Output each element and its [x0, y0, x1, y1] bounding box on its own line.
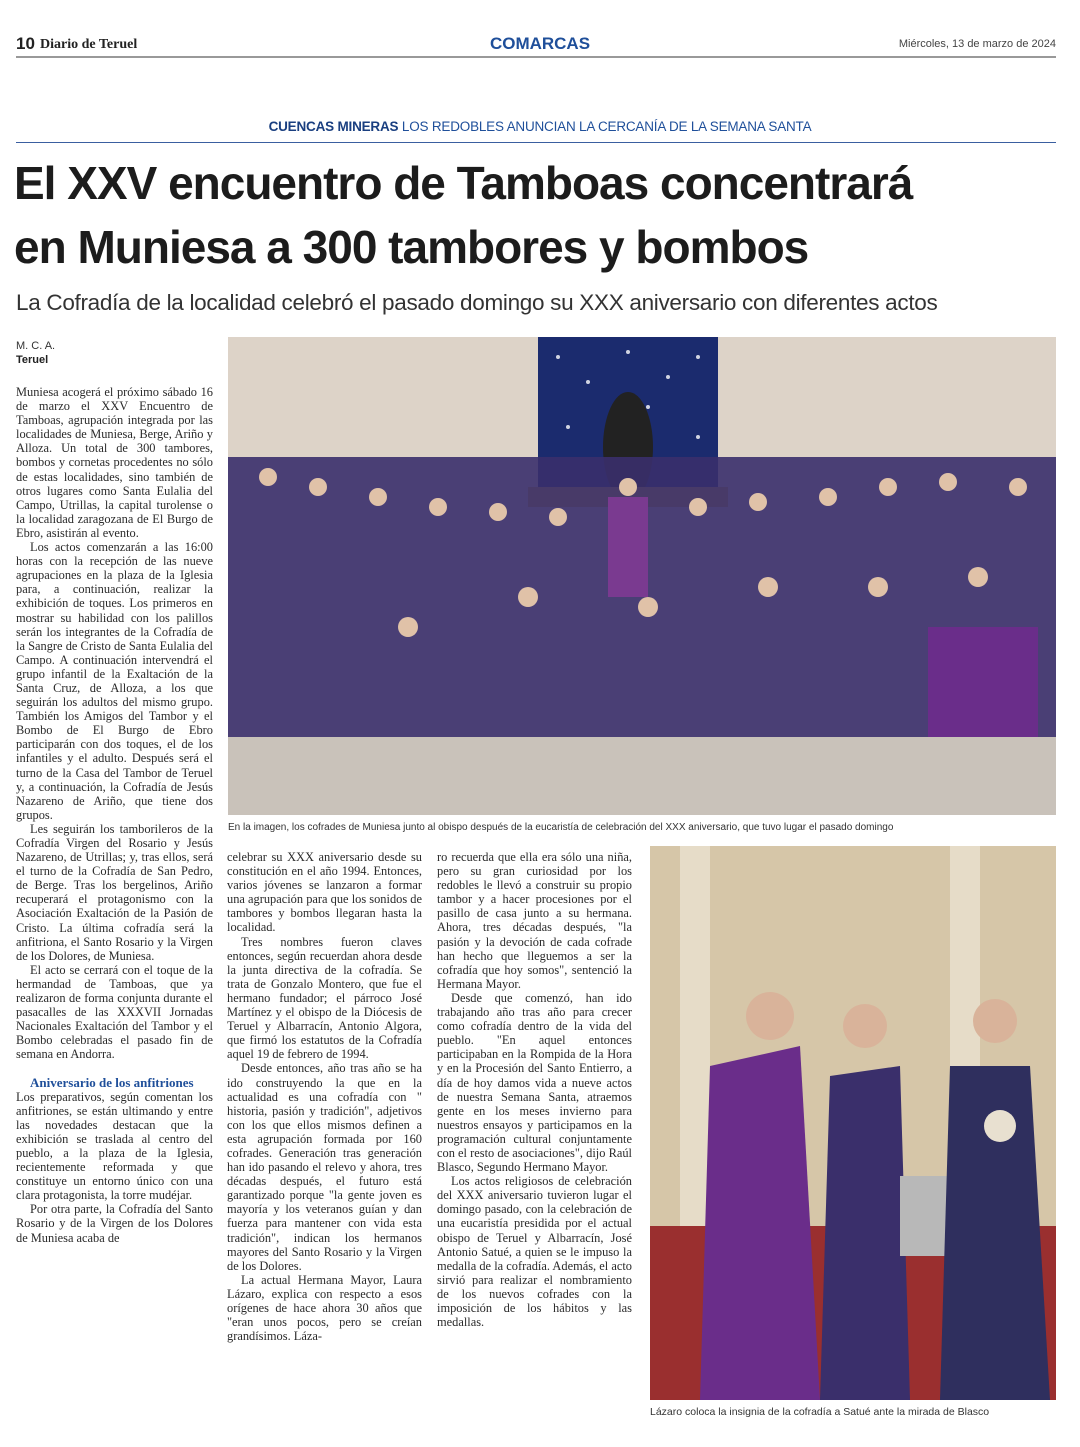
- kicker-topic: CUENCAS MINERAS: [268, 119, 399, 134]
- byline-place: Teruel: [16, 354, 49, 366]
- kicker: [0, 119, 1080, 134]
- paragraph: Les seguirán los tamborileros de la Cofradía Virgen del Rosario y Jesús Nazareno, de Utrillas; y, tras ellos, será el turno de la Cofradía de San Pedro, de Berge. Tras los bergelinos, Ariño recuperará el protagonismo con la Asociación Exaltación de la Pasión de Cristo. La última cofradía será la anfitriona, el Santo Rosario y la Virgen de los Dolores, de Muniesa.: [16, 821, 213, 963]
- section-title: COMARCAS: [489, 34, 591, 53]
- page-number: 10: [16, 34, 35, 53]
- paragraph: Los preparativos, según comentan los anfitriones, se están ultimando y entre las novedades destacan que la exhibición se traslada al centro del pueblo, a la plaza de la Iglesia, recientemente reformada y que constituye un entorno único con una clara protagonista, la torre mudéjar.: [16, 1089, 213, 1203]
- paragraph: Los actos comenzarán a las 16:00 horas con la recepción de las nueve agrupaciones en la plaza de la Iglesia para, a continuación, realizar la exhibición de toques. Los primeros en mostrar su habilidad con los palillos serán los integrantes de la Cofradía de la Sangre de Cristo de Santa Eulalia del Campo. A continuación intervendrá el grupo infantil de la Exaltación de la Santa Cruz, de Alloza, a los que seguirán los adultos del mismo grupo. También los Amigos del Tambor y el Bombo de El Burgo de Ebro participarán con dos toques, el de los infantiles y el adulto. Después será el turno de la Casa del Tambor de Teruel y, a continuación, la Cofradía de Jesús Nazareno de Ariño, que tiene dos grupos.: [16, 540, 213, 822]
- paragraph: ro recuerda que ella era sólo una niña, pero su gran curiosidad por los redobles le llevó a construir su propio tambor y a hacer procesiones por el pasillo de casa junto a su hermana. Ahora, tres décadas después, "la pasión y la devoción de cada cofrade han hecho que lleguemos a ser la cofradía que hoy somos", sentenció la Hermana Mayor.: [437, 850, 632, 991]
- ceremony-photo-caption: Lázaro coloca la insignia de la cofradía a Satué ante la mirada de Blasco: [650, 1406, 990, 1418]
- ceremony-photo-illustration: [650, 846, 1056, 1400]
- paragraph: celebrar su XXX aniversario desde su constitución en el año 1994. Entonces, varios jóvenes se lanzaron a formar una agrupación para que los sonidos de tambores y bombos llegaran hasta la localidad.: [227, 850, 422, 935]
- paragraph: Desde que comenzó, han ido trabajando año tras año para crecer como cofradía dentro de la vida del pueblo. "En aquel entonces participaban en la Rompida de la Hora y en la Procesión del Santo Entierro, a día de hoy damos vida a nueve actos de nuestra Semana Santa, atraemos gente en los meses invierno para nuestros ensayos y participamos en la programación cultural conjuntamente con el resto de asociaciones", dijo Raúl Blasco, Segundo Hermano Mayor.: [437, 990, 632, 1175]
- section-subheading: Aniversario de los anfitriones: [30, 1074, 194, 1090]
- header-divider: [16, 56, 1056, 58]
- paragraph: Los actos religiosos de celebración del XXX aniversario tuvieron lugar el domingo pasado, con la celebración de una eucaristía presidida por el actual obispo de Teruel y Albarracín, José Antonio Satué, a quien se le impuso la medalla de la cofradía. Además, el acto sirvió para realizar el nombramiento de los nuevos cofrades con la imposición de los hábitos y las medallas.: [437, 1174, 632, 1330]
- byline-author: M. C. A.: [16, 340, 56, 352]
- main-group-photo: [228, 337, 1056, 815]
- medal-ceremony-photo: [650, 846, 1056, 1400]
- group-photo-illustration: [228, 337, 1056, 815]
- headline-line-1: El XXV encuentro de Tamboas concentrará: [14, 157, 913, 209]
- paragraph: Por otra parte, la Cofradía del Santo Rosario y de la Virgen de los Dolores de Muniesa acaba de: [16, 1202, 213, 1245]
- subheadline: La Cofradía de la localidad celebró el pasado domingo su XXX aniversario con diferentes actos: [16, 290, 938, 315]
- article-column-1: [16, 385, 213, 1245]
- paragraph: La actual Hermana Mayor, Laura Lázaro, explica con respecto a esos orígenes de hace ahora 30 años que "eran unos pocos, pero se creían grandísimos. Láza-: [227, 1272, 422, 1344]
- paragraph: Desde entonces, año tras año se ha ido construyendo la que en la actualidad es una cofradía con " historia, pasión y tradición", adjetivos con los que ellos mismos definen a esta agrupación formada por 160 cofrades. Generación tras generación han ido pasando el relevo y ahora, tres décadas después, el futuro está garantizado porque "la gente joven es mayoría y los veteranos guían y dan fuerza para mantener con vida esta tradición", indican los hermanos mayores del Santo Rosario y la Virgen de los Dolores.: [227, 1061, 422, 1273]
- article-column-3: [437, 850, 632, 1329]
- main-photo-caption: En la imagen, los cofrades de Muniesa junto al obispo después de la eucaristía de celebración del XXX aniversario, que tuvo lugar el pasado domingo: [228, 822, 894, 833]
- paragraph: El acto se cerrará con el toque de la hermandad de Tamboas, que ya realizaron de forma conjunta durante el pasacalles de las XXXVII Jornadas Nacionales Exaltación del Tambor y el Bombo celebradas el pasado fin de semana en Andorra.: [16, 962, 213, 1062]
- paragraph: Muniesa acogerá el próximo sábado 16 de marzo el XXV Encuentro de Tamboas, agrupación integrada por las localidades de Muniesa, Berge, Ariño y Alloza. Un total de 300 tambores, bombos y cornetas procedentes no sólo de estas localidades, sino también de otros lugares como Santa Eulalia del Campo, Utrillas, la capital turolense o la localidad zaragozana de El Burgo de Ebro, asistirán al evento.: [16, 385, 213, 540]
- paragraph: Tres nombres fueron claves entonces, según recuerdan ahora desde la junta directiva de la cofradía. Se trata de Gonzalo Montero, que fue el hermano fundador; el párroco José Martínez y el obispo de la Diócesis de Teruel y Albarracín, Antonio Algora, que firmó los estatutos de la Cofradía aquel 19 de febrero de 1994.: [227, 934, 422, 1062]
- article-column-2: [227, 850, 422, 1343]
- newspaper-logo: Diario de Teruel: [40, 37, 138, 52]
- kicker-divider: [16, 142, 1056, 143]
- kicker-text: LOS REDOBLES ANUNCIAN LA CERCANÍA DE LA SEMANA SANTA: [401, 119, 812, 134]
- headline-line-2: en Muniesa a 300 tambores y bombos: [14, 221, 809, 273]
- issue-date: Miércoles, 13 de marzo de 2024: [898, 38, 1056, 50]
